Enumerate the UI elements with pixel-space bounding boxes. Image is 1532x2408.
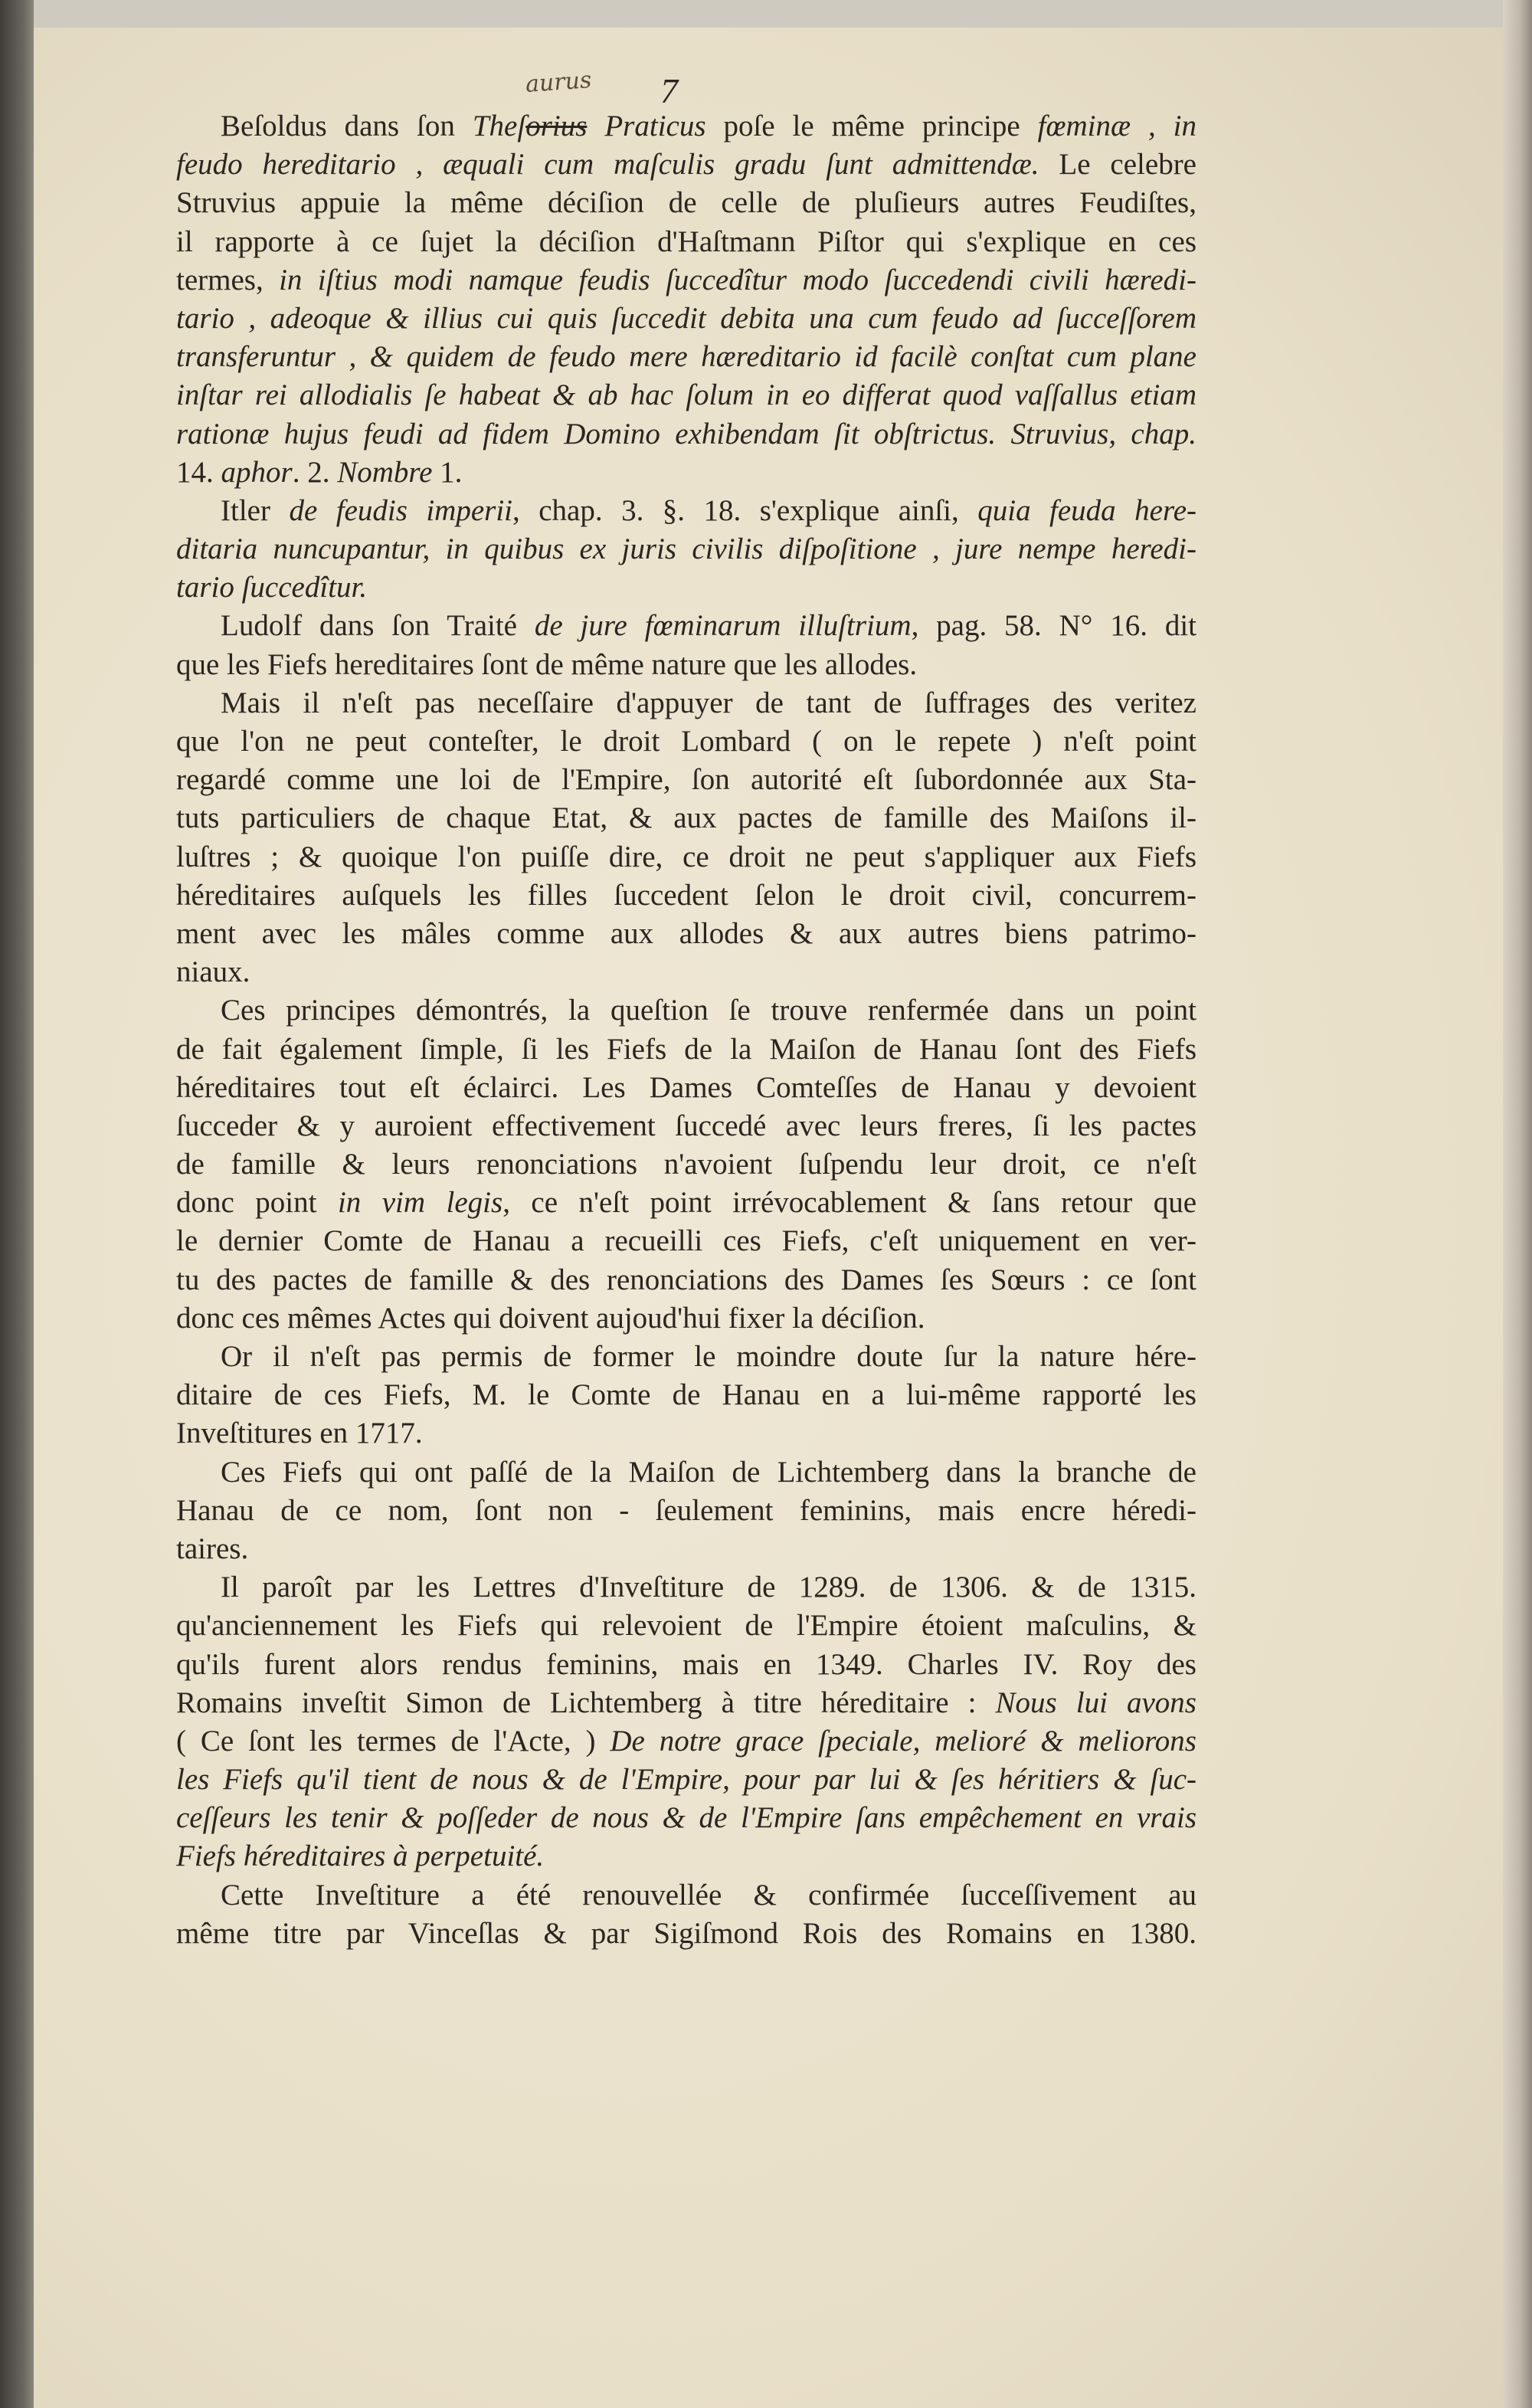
roman-text: . 2. xyxy=(292,455,338,489)
text-line xyxy=(176,568,1196,607)
roman-text: tuts particuliers de chaque Etat, & aux pactes de famille des Maiſons il- xyxy=(176,801,1196,835)
roman-text: , pag. 58. N° 16. dit xyxy=(911,609,1196,643)
italic-text: Theſ xyxy=(472,110,526,143)
roman-text: héreditaires tout eſt éclairci. Les Dames Comteſſes de Hanau y devoient xyxy=(176,1070,1196,1104)
roman-text: Le celebre xyxy=(1039,148,1196,182)
paragraph xyxy=(176,1453,1196,1569)
text-line xyxy=(176,1261,1196,1299)
page-number: 7 xyxy=(660,71,678,110)
italic-text: aphor xyxy=(221,455,293,489)
italic-text: inſtar rei allodialis ſe habeat & ab hac ſolum in eo differat quod vaſſallus etiam xyxy=(176,378,1196,412)
text-line xyxy=(176,607,1196,645)
italic-text: de jure fœminarum illuſtrium xyxy=(534,609,912,643)
italic-text: Nous lui avons xyxy=(995,1686,1196,1719)
roman-text: Struvius appuie la même déciſion de celle de pluſieurs autres Feudiſtes, xyxy=(176,186,1196,220)
italic-text: les Fiefs qu'il tient de nous & de l'Empire, pour par lui & ſes héritiers & ſuc- xyxy=(176,1763,1196,1797)
text-line xyxy=(176,1453,1196,1492)
text-line xyxy=(176,1184,1196,1222)
body-text xyxy=(176,107,1196,1953)
text-line xyxy=(176,1338,1196,1376)
italic-text: transferuntur , & quidem de feudo mere hæreditario id facilè conſtat cum plane xyxy=(176,340,1196,374)
struck-italic-text: orius xyxy=(525,110,588,143)
text-line xyxy=(176,1530,1196,1568)
roman-text: ment avec les mâles comme aux allodes & aux autres biens patrimo- xyxy=(176,916,1196,950)
text-line xyxy=(176,876,1196,915)
paragraph xyxy=(176,607,1196,683)
text-line xyxy=(176,492,1196,530)
roman-text: niaux. xyxy=(176,955,250,989)
text-line xyxy=(176,1915,1196,1953)
roman-text: ſucceder & y auroient effectivement ſuccedé avec leurs freres, ſi les pactes xyxy=(176,1109,1196,1142)
roman-text: , chap. 3. §. 18. s'explique ainſi, xyxy=(512,493,978,527)
text-line xyxy=(176,107,1196,146)
text-line xyxy=(176,799,1196,837)
italic-text: in iſtius modi namque feudis ſuccedîtur modo ſuccedendi civili hæredi- xyxy=(279,263,1196,296)
text-line xyxy=(176,1299,1196,1338)
roman-text: taires. xyxy=(176,1532,249,1565)
text-line xyxy=(176,1107,1196,1145)
italic-text: feudo hereditario , æquali cum maſculis gradu ſunt admittendæ. xyxy=(176,148,1039,182)
roman-text: Hanau de ce nom, ſont non - ſeulement feminins, mais encre héredi- xyxy=(176,1493,1196,1527)
roman-text: de fait également ſimple, ſi les Fiefs de la Maiſon de Hanau ſont des Fiefs xyxy=(176,1032,1196,1066)
text-line xyxy=(176,1799,1196,1837)
roman-text: donc point xyxy=(176,1186,338,1220)
roman-text: le dernier Comte de Hanau a recueilli ces Fiefs, c'eſt uniquement en ver- xyxy=(176,1224,1196,1258)
text-line xyxy=(176,953,1196,991)
text-line xyxy=(176,1145,1196,1184)
roman-text: que les Fiefs hereditaires ſont de même nature que les allodes. xyxy=(176,647,918,681)
text-line xyxy=(176,761,1196,799)
text-line xyxy=(176,338,1196,376)
text-line xyxy=(176,1684,1196,1722)
paragraph xyxy=(176,1876,1196,1953)
text-line xyxy=(176,1837,1196,1876)
text-line xyxy=(176,300,1196,338)
italic-text: De notre grace ſpeciale, melioré & meliorons xyxy=(610,1724,1196,1758)
italic-text: ditaria nuncupantur, in quibus ex juris civilis diſpoſitione , jure nempe heredi- xyxy=(176,532,1196,566)
roman-text: poſe le même principe xyxy=(705,110,1038,143)
text-line xyxy=(176,1492,1196,1530)
italic-text: tario ſuccedîtur. xyxy=(176,571,368,604)
roman-text: Itler xyxy=(221,493,290,527)
roman-text: luſtres ; & quoique l'on puiſſe dire, ce droit ne peut s'appliquer aux Fiefs xyxy=(176,840,1196,873)
text-line xyxy=(176,223,1196,261)
text-line xyxy=(176,1376,1196,1414)
roman-text: regardé comme une loi de l'Empire, ſon autorité eſt ſubordonnée aux Sta- xyxy=(176,763,1196,797)
paragraph xyxy=(176,1338,1196,1453)
roman-text: Inveſtitures en 1717. xyxy=(176,1417,423,1450)
text-line xyxy=(176,261,1196,300)
text-line xyxy=(176,1568,1196,1607)
roman-text: 1. xyxy=(432,455,463,489)
text-line xyxy=(176,915,1196,953)
italic-text: tario , adeoque & illius cui quis ſuccedit debita una cum feudo ad ſucceſſorem xyxy=(176,301,1196,335)
roman-text: , ce n'eſt point irrévocablement & ſans retour que xyxy=(502,1186,1196,1220)
roman-text: Or il n'eſt pas permis de former le moindre doute ſur la nature hére- xyxy=(221,1340,1196,1373)
roman-text: que l'on ne peut conteſter, le droit Lombard ( on le repete ) n'eſt point xyxy=(176,725,1196,758)
roman-text: Il paroît par les Lettres d'Inveſtiture de 1289. de 1306. & de 1315. xyxy=(221,1571,1196,1604)
text-line xyxy=(176,1722,1196,1761)
roman-text: il rapporte à ce ſujet la déciſion d'Haſtmann Piſtor qui s'explique en ces xyxy=(176,224,1196,258)
italic-text: fœminæ , in xyxy=(1037,110,1196,143)
text-line xyxy=(176,1646,1196,1684)
paragraph xyxy=(176,991,1196,1338)
italic-text: rationæ hujus feudi ad fidem Domino exhibendam ſit obſtrictus. Struvius, chap. xyxy=(176,417,1196,450)
text-line xyxy=(176,684,1196,722)
paragraph xyxy=(176,492,1196,608)
roman-text: Ces Fiefs qui ont paſſé de la Maiſon de Lichtemberg dans la branche de xyxy=(221,1455,1196,1489)
paragraph xyxy=(176,684,1196,992)
text-line xyxy=(176,1030,1196,1069)
paragraph xyxy=(176,107,1196,492)
italic-text: Praticus xyxy=(587,110,706,143)
roman-text: même titre par Vinceſlas & par Sigiſmond Rois des Romains en 1380. xyxy=(176,1916,1196,1950)
paragraph xyxy=(176,1568,1196,1876)
roman-text: qu'ils furent alors rendus feminins, mais en 1349. Charles IV. Roy des xyxy=(176,1647,1196,1681)
roman-text: termes, xyxy=(176,263,280,296)
text-line xyxy=(176,376,1196,414)
italic-text: Nombre xyxy=(337,455,433,489)
text-line xyxy=(176,1876,1196,1915)
roman-text: tu des pactes de famille & des renonciations des Dames ſes Sœurs : ce ſont xyxy=(176,1263,1196,1296)
page-edge-right xyxy=(1503,0,1532,2408)
text-line xyxy=(176,530,1196,568)
text-line xyxy=(176,1222,1196,1260)
roman-text: ( Ce ſont les termes de l'Acte, ) xyxy=(176,1724,611,1758)
text-line xyxy=(176,454,1196,492)
roman-text: donc ces mêmes Actes qui doivent aujoud'hui fixer la déciſion. xyxy=(176,1301,925,1335)
text-line xyxy=(176,1069,1196,1107)
text-line xyxy=(176,838,1196,876)
roman-text: ditaire de ces Fiefs, M. le Comte de Hanau en a lui-même rapporté les xyxy=(176,1378,1196,1412)
italic-text: ceſſeurs les tenir & poſſeder de nous & de l'Empire ſans empêchement en vrais xyxy=(176,1801,1196,1835)
roman-text: 14. xyxy=(176,455,221,489)
italic-text: de feudis imperii xyxy=(289,493,513,527)
roman-text: Romains inveſtit Simon de Lichtemberg à titre héreditaire : xyxy=(176,1686,996,1719)
text-line xyxy=(176,646,1196,684)
roman-text: Ces principes démontrés, la queſtion ſe trouve renfermée dans un point xyxy=(221,994,1196,1027)
text-line xyxy=(176,1761,1196,1799)
italic-text: in vim legis xyxy=(337,1186,503,1220)
text-line xyxy=(176,1607,1196,1645)
text-line xyxy=(176,415,1196,454)
roman-text: Ludolf dans ſon Traité xyxy=(221,609,535,643)
roman-text: Cette Inveſtiture a été renouvellée & confirmée ſucceſſivement au xyxy=(221,1878,1196,1912)
roman-text: de famille & leurs renonciations n'avoient ſuſpendu leur droit, ce n'eſt xyxy=(176,1148,1196,1181)
scan-border-left xyxy=(0,0,34,2408)
text-line xyxy=(176,184,1196,222)
italic-text: Fiefs héreditaires à perpetuité. xyxy=(176,1840,545,1873)
italic-text: quia feuda here- xyxy=(977,493,1196,527)
roman-text: Mais il n'eſt pas neceſſaire d'appuyer de tant de ſuffrages des veritez xyxy=(221,686,1196,719)
handwritten-annotation: aurus xyxy=(524,67,593,98)
text-line xyxy=(176,1414,1196,1453)
text-line xyxy=(176,722,1196,761)
text-line xyxy=(176,146,1196,184)
roman-text: Beſoldus dans ſon xyxy=(221,110,473,143)
text-line xyxy=(176,991,1196,1030)
roman-text: héreditaires auſquels les filles ſuccedent ſelon le droit civil, concurrem- xyxy=(176,878,1196,912)
roman-text: qu'anciennement les Fiefs qui relevoient de l'Empire étoient maſculins, & xyxy=(176,1609,1196,1643)
